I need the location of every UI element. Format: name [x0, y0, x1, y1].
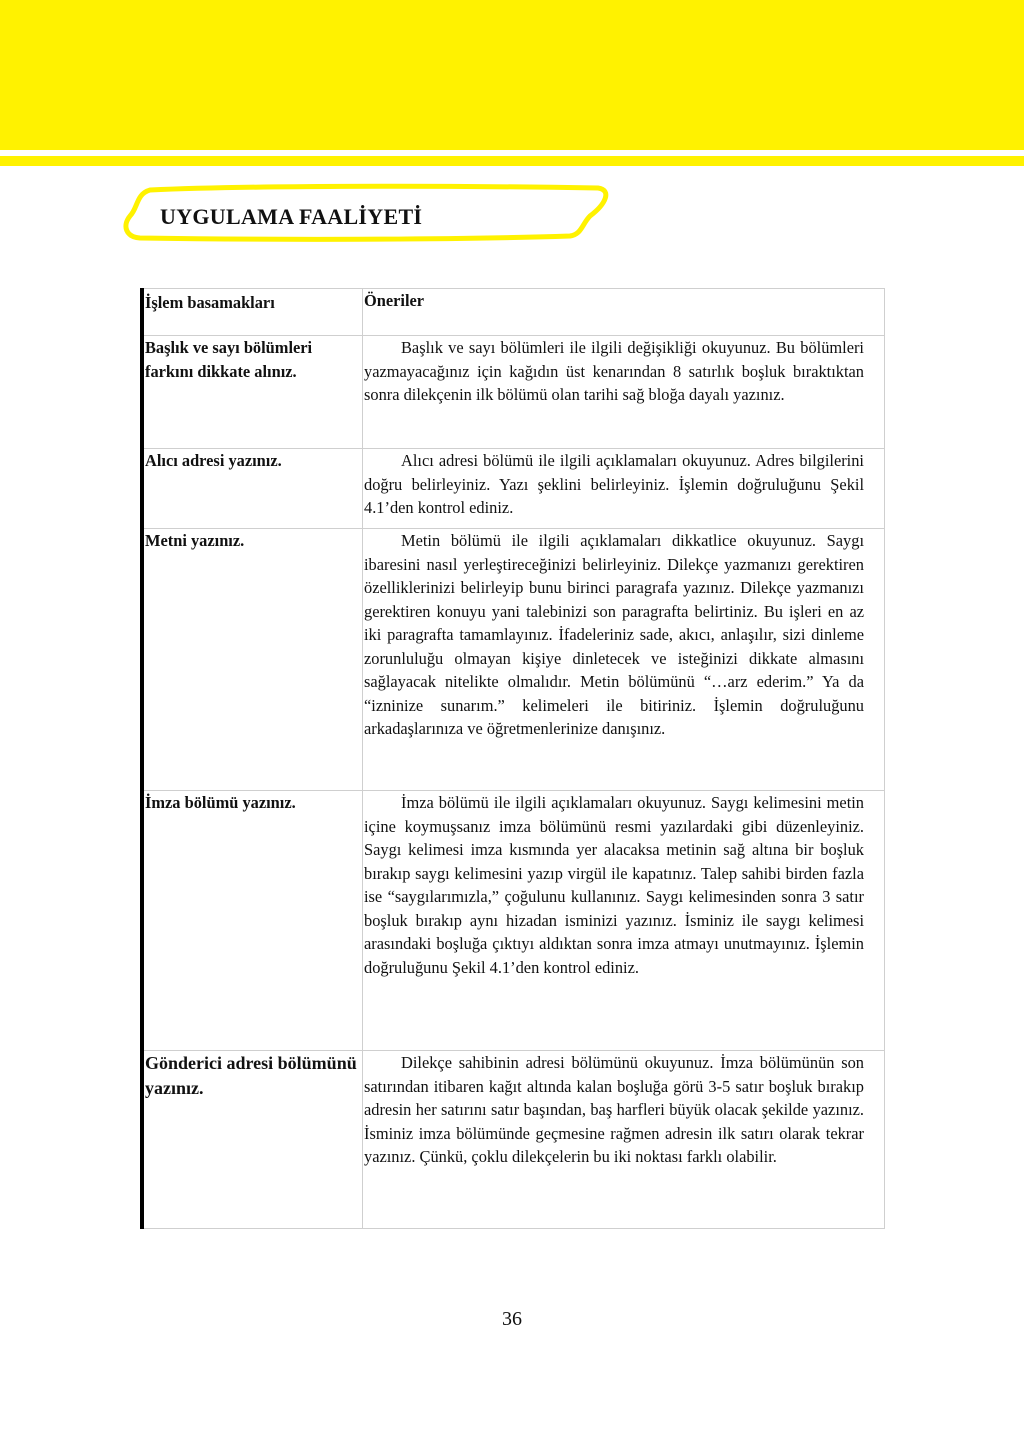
suggestion-text: Başlık ve sayı bölümleri ile ilgili değişikliği okuyunuz. Bu bölümleri yazmayacağınız için kağıdın üst kenarından 8 satırlık boşluk bıraktıktan sonra dilekçenin ilk bölümü olan tarihi sağ bloğa dayalı yazınız. [364, 338, 864, 404]
table-row [142, 1051, 885, 1229]
header-color-band [0, 0, 1024, 150]
table-row [142, 449, 885, 529]
header-suggestions: Öneriler [363, 289, 885, 336]
page-number: 36 [502, 1308, 522, 1330]
step-cell: Başlık ve sayı bölümleri farkını dikkate alınız. [142, 336, 363, 449]
suggestion-text: Alıcı adresi bölümü ile ilgili açıklamaları okuyunuz. Adres bilgilerini doğru belirleyiniz. Yazı şeklini belirleyiniz. İşlemin doğruluğunu Şekil 4.1’den kontrol ediniz. [364, 451, 864, 517]
table-header-row [142, 289, 885, 336]
suggestion-cell [363, 1051, 885, 1229]
table-row [142, 336, 885, 449]
step-cell: Metni yazınız. [142, 529, 363, 791]
table-row [142, 529, 885, 791]
suggestion-cell [363, 449, 885, 529]
table-row [142, 791, 885, 1051]
step-cell: İmza bölümü yazınız. [142, 791, 363, 1051]
activity-banner [120, 182, 612, 244]
suggestion-cell [363, 529, 885, 791]
suggestion-text: İmza bölümü ile ilgili açıklamaları okuyunuz. Saygı kelimesini metin içine koymuşsanız imza bölümünü resmi yazılardaki gibi düzenleyiniz. Saygı kelimesi imza kısmında yer alacaksa metinin sağ altına bir boşluk bırakıp saygı kelimesini yazıp virgül ile kapatınız. Talep sahibi birden fazla ise “saygılarımızla,” çoğulunu kullanınız. Saygı kelimesinden sonra 3 satır boşluk bırakıp aynı hizadan isminizi yazınız. İsminiz ile saygı kelimesi arasındaki boşluğa çıktıyı aldıktan sonra imza atmayı unutmayınız. İşlemin doğruluğunu Şekil 4.1’den kontrol ediniz. [364, 793, 864, 977]
step-cell: Alıcı adresi yazınız. [142, 449, 363, 529]
suggestion-cell [363, 791, 885, 1051]
suggestion-text: Metin bölümü ile ilgili açıklamaları dikkatlice okuyunuz. Saygı ibaresini nasıl yerleştireceğinizi belirleyiniz. Dilekçe yazmanızı gerektiren özelliklerinizi belirleyip bunu birinci paragrafa yazınız. Dilekçe yazmanızı gerektiren konuyu yani talebinizi son paragrafta belirtiniz. Bu işleri en az iki paragrafta tamamlayınız. İfadeleriniz sade, akıcı, anlaşılır, sizi dinleme zorunluluğu olmayan kişiye dinletecek ve isteğinizi dikkate almasını sağlayacak nitelikte olmalıdır. Metin bölümünü “…arz ederim.” Ya da “izninize sunarım.” kelimeleri ile bitiriniz. İşlemin doğruluğunu arkadaşlarınıza ve öğretmenlerinize danışınız. [364, 531, 864, 738]
step-cell: Gönderici adresi bölümünü yazınız. [142, 1051, 363, 1229]
header-stripe [0, 156, 1024, 166]
suggestion-cell [363, 336, 885, 449]
activity-table [140, 288, 885, 1229]
banner-title: UYGULAMA FAALİYETİ [160, 204, 423, 229]
suggestion-text: Dilekçe sahibinin adresi bölümünü okuyunuz. İmza bölümünün son satırından itibaren kağıt altında kalan boşluğa görü 3-5 satır boşluk bırakıp adresin her satırını satır başından, baş harfleri büyük olacak şekilde yazınız. İsminiz imza bölümünde geçmesine rağmen adresin ilk satırı olarak tekrar yazınız. Çünkü, çoklu dilekçelerin bu iki noktası farklı olabilir. [364, 1053, 864, 1166]
header-steps: İşlem basamakları [142, 289, 363, 336]
